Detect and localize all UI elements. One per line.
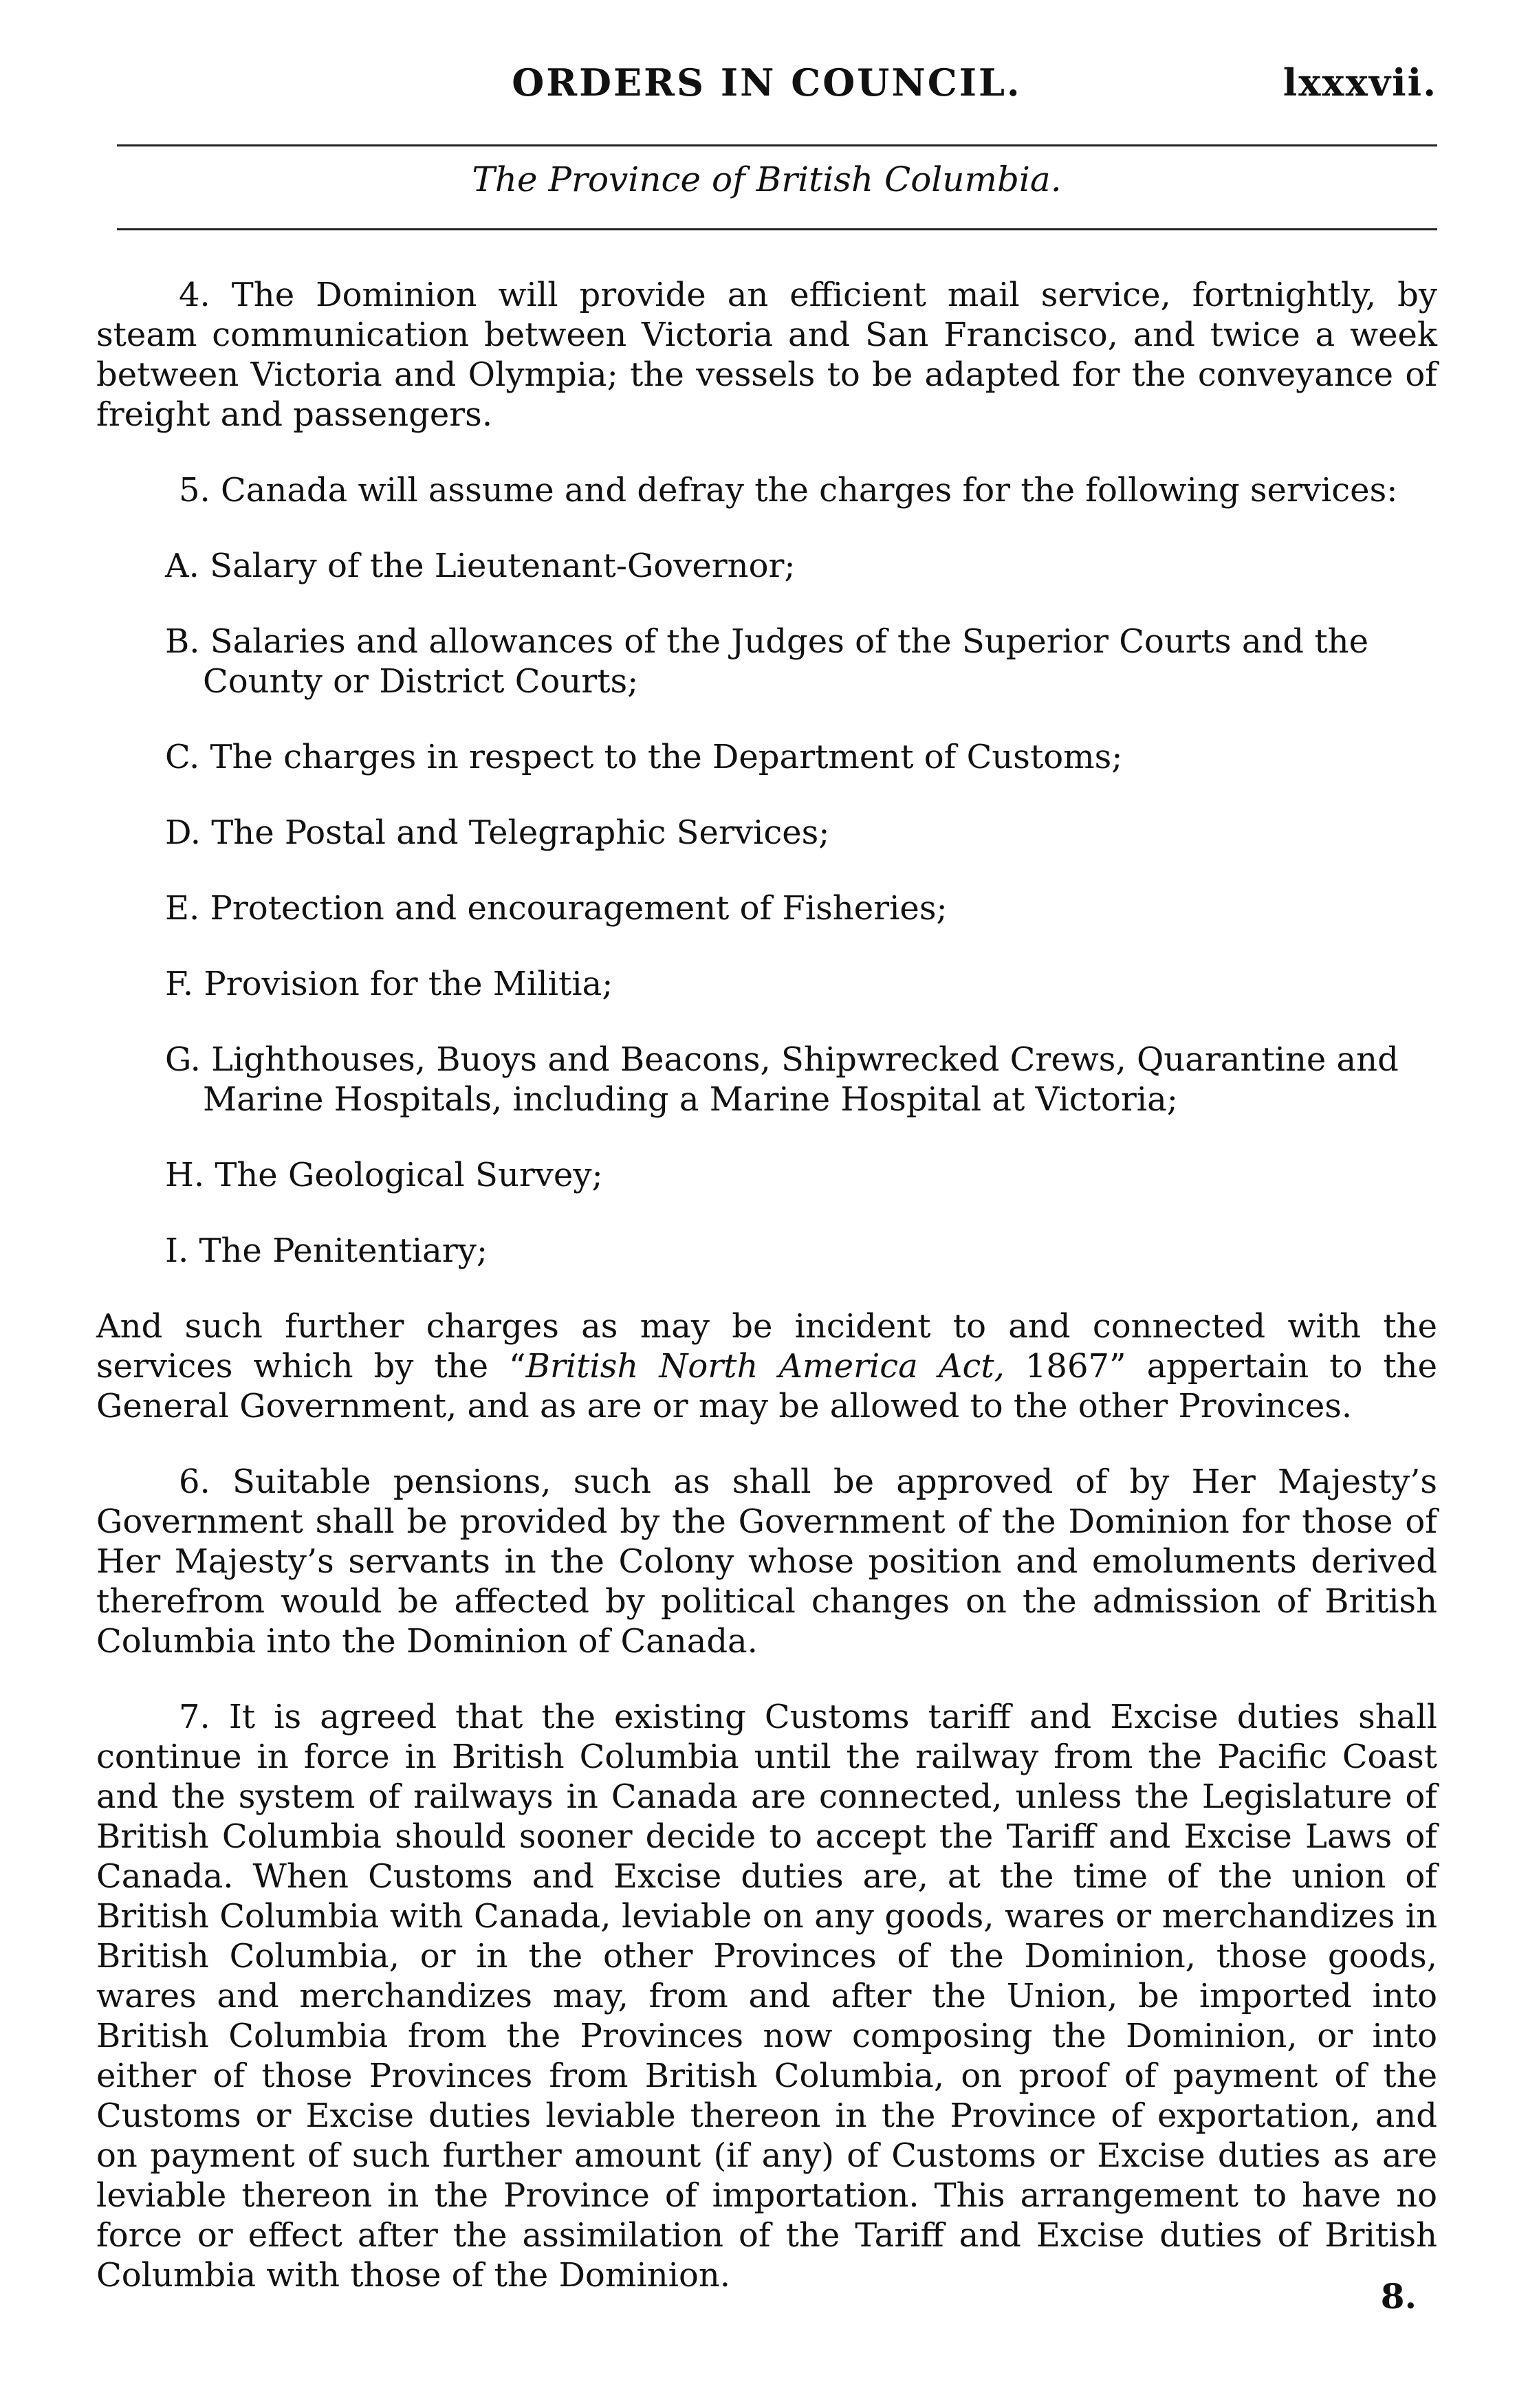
running-header bbox=[96, 41, 1437, 117]
act-title: British North America Act, bbox=[525, 1347, 1005, 1386]
section-subtitle: The Province of British Columbia. bbox=[472, 160, 1062, 199]
list-item-e: E. Protection and encouragement of Fisheries; bbox=[165, 889, 948, 928]
paragraph-6: 6. Suitable pensions, such as shall be approved of by Her Majesty’s Government shall be provided by the Government of the Dominion for those of Her Majesty’s servants in the Colony whose position and emoluments derived therefrom would be affected by political changes on the admission of British Columbia into the Dominion of Canada. bbox=[96, 1463, 1437, 1661]
list-item-c: C. The charges in respect to the Department of Customs; bbox=[165, 738, 1123, 776]
list-item-h: H. The Geological Survey; bbox=[165, 1156, 603, 1194]
further-charges-text-pre: And such further charges as may be incident to and connected with the services which by the “ bbox=[96, 1307, 1437, 1386]
list-item-f: F. Provision for the Militia; bbox=[165, 965, 613, 1003]
list-item-g-line2: Marine Hospitals, including a Marine Hospital at Victoria; bbox=[203, 1080, 1178, 1119]
list-item-b-line2: County or District Courts; bbox=[203, 662, 639, 701]
paragraph-4: 4. The Dominion will provide an efficient mail service, fortnightly, by steam communication between Victoria and San Francisco, and twice a week between Victoria and Olympia; the vessels to be adapted for the conveyance of freight and passengers. bbox=[96, 276, 1437, 434]
list-item-i: I. The Penitentiary; bbox=[165, 1232, 488, 1270]
header-title: ORDERS IN COUNCIL. bbox=[512, 61, 1022, 105]
paragraph-further-charges bbox=[96, 1306, 1437, 1426]
document-page bbox=[96, 41, 1437, 2365]
paragraph-7: 7. It is agreed that the existing Customs tariff and Excise duties shall continue in force in British Columbia until the railway from the Pacific Coast and the system of railways in Canada are connected, unless the Legislature of British Columbia should sooner decide to accept the Tariff and Excise Laws of Canada. When Customs and Excise duties are, at the time of the union of British Columbia with Canada, leviable on any goods, wares or merchandizes in British Columbia, or in the other Provinces of the Dominion, those goods, wares and merchandizes may, from and after the Union, be imported into British Columbia from the Provinces now composing the Dominion, or into either of those Provinces from British Columbia, on proof of payment of the Customs or Excise duties leviable thereon in the Province of exportation, and on payment of such further amount (if any) of Customs or Excise duties as are leviable thereon in the Province of importation. This arrangement to have no force or effect after the assimilation of the Tariff and Excise duties of British Columbia with those of the Dominion. bbox=[96, 1698, 1437, 2295]
list-item-a: A. Salary of the Lieutenant-Governor; bbox=[165, 547, 796, 585]
list-item-b bbox=[165, 622, 1437, 701]
further-charges-text-post: 1867” appertain to the General Government, and as are or may be allowed to the other Provinces. bbox=[96, 1347, 1437, 1425]
header-rule-top bbox=[117, 144, 1437, 146]
list-item-d: D. The Postal and Telegraphic Services; bbox=[165, 813, 830, 852]
list-item-g bbox=[165, 1040, 1437, 1119]
list-item-g-line1: G. Lighthouses, Buoys and Beacons, Shipwrecked Crews, Quarantine and bbox=[165, 1040, 1399, 1079]
header-rule-bottom bbox=[117, 228, 1437, 230]
document-body bbox=[96, 275, 1437, 2331]
catchword: 8. bbox=[1380, 2276, 1417, 2317]
page-number: lxxxvii. bbox=[1283, 61, 1437, 105]
paragraph-5: 5. Canada will assume and defray the charges for the following services: bbox=[179, 471, 1398, 510]
list-item-b-line1: B. Salaries and allowances of the Judges of the Superior Courts and the bbox=[165, 622, 1368, 661]
